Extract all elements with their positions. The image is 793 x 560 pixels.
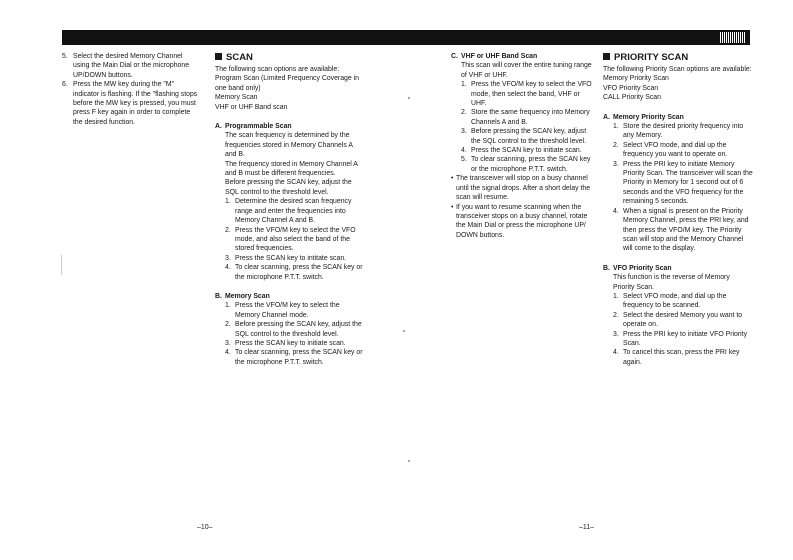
step-text: Select VFO mode, and dial up the frequency to be scanned. (623, 292, 727, 310)
step-list (603, 292, 753, 367)
step-number: 3. (225, 339, 231, 347)
scan-speck (408, 97, 410, 99)
list-item (461, 80, 596, 108)
step-number: 1. (225, 198, 231, 206)
step-number: 5. (461, 156, 467, 164)
column-scan (215, 52, 365, 367)
subsection-letter: B. (603, 264, 610, 272)
step-list (451, 80, 596, 174)
column-priority-scan (603, 52, 753, 367)
step-number: 5. (62, 53, 68, 60)
step-number: 4. (461, 147, 467, 155)
list-item (225, 339, 365, 348)
subsection-heading-vfo-priority (603, 264, 753, 273)
section-heading-scan (215, 52, 365, 64)
subsection-heading-memory-scan (215, 292, 365, 301)
list-item (613, 141, 753, 160)
subsection-title: Memory Scan (225, 292, 270, 300)
step-number: 4. (613, 207, 619, 215)
list-item (613, 122, 753, 141)
column-left-continued (62, 52, 200, 127)
list-item (461, 155, 596, 174)
step-number: 2. (613, 141, 619, 149)
step-text: Store the same frequency into Memory Channels A and B. (471, 109, 590, 126)
subsection-heading-band-scan (451, 52, 596, 61)
list-item (613, 330, 753, 349)
step-text: To clear scanning, press the SCAN key or the microphone P.T.T. switch. (471, 156, 591, 173)
step-text: Select VFO mode, and dial up the frequency you want to operate on. (623, 141, 728, 159)
barcode-mark (720, 32, 746, 43)
step-list (603, 122, 753, 254)
option-line: VFO Priority Scan (603, 84, 659, 92)
list-item (613, 207, 753, 254)
subsection-title: VFO Priority Scan (613, 264, 672, 272)
subsection-title: Programmable Scan (225, 123, 292, 131)
step-text: To clear scanning, press the SCAN key or the microphone P.T.T. switch. (235, 349, 363, 366)
bullet-icon: • (451, 175, 454, 183)
step-number: 2. (461, 109, 467, 117)
list-item (225, 226, 365, 254)
list-item (613, 311, 753, 330)
section-title: SCAN (226, 52, 253, 63)
scan-mark (61, 255, 62, 275)
option-line: Program Scan (Limited Frequency Coverage in one band only) (215, 75, 360, 92)
intro-text: This function is the reverse of Memory Priority Scan. (613, 274, 730, 291)
page-number-left: –10– (197, 524, 213, 531)
option-line: CALL Priority Scan (603, 94, 661, 102)
subsection-heading-memory-priority (603, 113, 753, 122)
page-number-right: –11– (579, 524, 595, 531)
step-number: 3. (613, 330, 619, 338)
step-text: Press the SCAN key to initiate scan. (471, 147, 582, 155)
option-line: Memory Priority Scan (603, 75, 669, 83)
list-item (461, 108, 596, 127)
subsection-letter: B. (215, 292, 222, 300)
list-item (225, 348, 365, 367)
step-text: Press the VFO/M key to select the Memory Channel mode. (235, 302, 340, 319)
paragraph: The frequency stored in Memory Channel A and B must be different frequencies. (225, 160, 358, 178)
step-number: 2. (225, 226, 231, 234)
step-text: When a signal is present on the Priority Memory Channel, press the PRI key, and then press the VFO/M key. The Priority scan will stop and the Memory Channel will come to the display. (623, 207, 749, 253)
intro-text: The following Priority Scan options are available: (603, 66, 752, 73)
step-text: Press the PRI key to initiate VFO Priority Scan. (623, 330, 748, 347)
step-text: Press the VFO/M key to select the VFO mode, and also select the band of the stored frequencies. (235, 226, 356, 253)
step-number: 2. (613, 311, 619, 319)
list-item (225, 254, 365, 263)
list-item (225, 301, 365, 320)
paragraph: The scan frequency is determined by the frequencies stored in Memory Channels A and B. (225, 132, 353, 159)
step-text: Select the desired Memory Channel using the Main Dial or the microphone UP/DOWN buttons. (73, 53, 190, 79)
step-number: 2. (225, 321, 231, 329)
step-text: Determine the desired scan frequency range and enter the frequencies into Memory Channel A and B. (235, 198, 352, 225)
section-heading-priority-scan (603, 52, 753, 64)
list-item (451, 203, 596, 241)
step-text: To clear scanning, press the SCAN key or the microphone P.T.T. switch. (235, 264, 363, 281)
list-item (613, 292, 753, 311)
step-number: 1. (613, 292, 619, 300)
intro-text: The following scan options are available: (215, 66, 340, 73)
step-number: 4. (225, 349, 231, 357)
note-list (451, 174, 596, 240)
option-line: VHF or UHF Band scan (215, 103, 288, 111)
list-item (461, 127, 596, 146)
list-item (225, 263, 365, 282)
section-title: PRIORITY SCAN (614, 52, 689, 63)
column-band-scan (451, 52, 596, 240)
step-number: 4. (225, 264, 231, 272)
list-item (225, 197, 365, 225)
step-text: Store the desired priority frequency into any Memory. (623, 123, 744, 140)
step-number: 1. (461, 81, 467, 89)
step-text: Press the PRI key to initiate Memory Priority Scan. The transceiver will scan the Priority in Memory for 1 second out of 6 seconds and the VFO frequency for the remaining 5 seconds. (623, 160, 753, 206)
step-number: 3. (461, 128, 467, 136)
subsection-heading-programmable-scan (215, 122, 365, 131)
step-number: 4. (613, 349, 619, 357)
step-number: 1. (613, 123, 619, 131)
subsection-title: VHF or UHF Band Scan (461, 53, 538, 60)
step-text: To cancel this scan, press the PRI key again. (623, 349, 740, 366)
subsection-letter: A. (603, 113, 610, 121)
paragraph: Before pressing the SCAN key, adjust the SQL control to the threshold level. (225, 179, 352, 196)
step-text: Select the desired Memory you want to operate on. (623, 311, 743, 329)
intro-text: This scan will cover the entire tuning range of VHF or UHF. (461, 62, 592, 79)
list-item (62, 80, 200, 127)
step-list (215, 301, 365, 367)
step-text: Before pressing the SCAN key, adjust the SQL control to the threshold level. (235, 321, 362, 338)
step-number: 3. (613, 160, 619, 168)
subsection-letter: A. (215, 123, 222, 131)
step-text: Press the MW key during the "M" indicator is flashing. If the "flashing stops before the MW key is pressed, you must press F key again in order to complete the desired function. (73, 81, 198, 126)
bullet-icon: • (451, 203, 454, 211)
list-item (613, 160, 753, 207)
note-text: If you want to resume scanning when the transceiver stops on a busy channel, rotate the Main Dial or press the microphone UP/ DOWN buttons. (456, 203, 588, 239)
list-item (613, 348, 753, 367)
step-text: Press the VFO/M key to select the VFO mode, then select the band, VHF or UHF. (471, 81, 592, 108)
list-item (62, 52, 200, 80)
list-item (225, 320, 365, 339)
option-line: Memory Scan (215, 94, 258, 102)
scan-speck (403, 330, 405, 332)
square-bullet-icon (603, 53, 610, 60)
header-bar (62, 30, 750, 45)
step-list (215, 197, 365, 282)
step-list (62, 52, 200, 127)
step-number: 3. (225, 254, 231, 262)
note-text: The transceiver will stop on a busy channel until the signal drops. After a short delay the scan will resume. (456, 175, 591, 202)
step-number: 6. (62, 81, 68, 89)
square-bullet-icon (215, 53, 222, 60)
step-text: Press the SCAN key to intitate scan. (235, 254, 347, 262)
subsection-title: Memory Priority Scan (613, 113, 684, 121)
list-item (451, 174, 596, 202)
step-number: 1. (225, 302, 231, 310)
paragraph-block (215, 131, 365, 197)
scan-speck (408, 460, 410, 462)
step-text: Press the SCAN key to initiate scan. (235, 339, 346, 347)
list-item (461, 146, 596, 155)
subsection-letter: C. (451, 53, 458, 60)
step-text: Before pressing the SCAN key, adjust the SQL control to the threshold level. (471, 128, 587, 145)
